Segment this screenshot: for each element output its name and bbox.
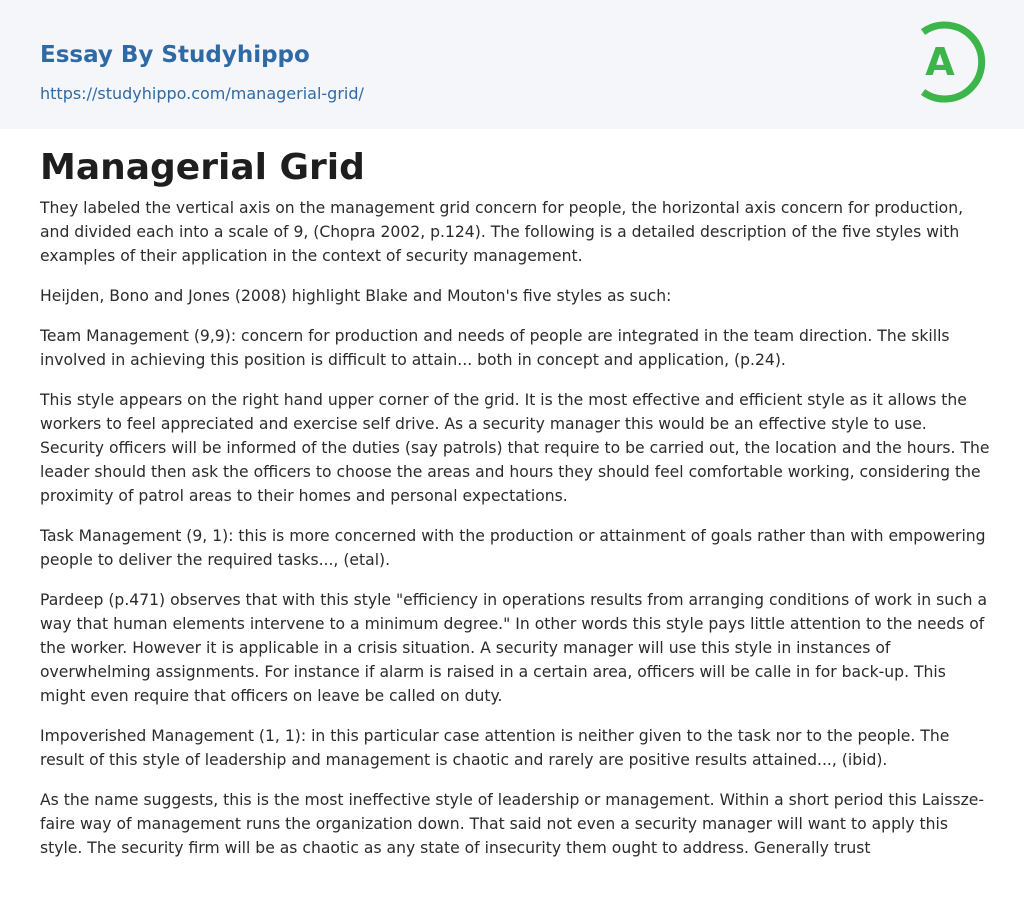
paragraph-task-management: Task Management (9, 1): this is more concerned with the production or attainment of goals rather than with empowering people to deliver the required tasks..., (etal).	[40, 527, 986, 569]
paragraph-impoverished-detail: As the name suggests, this is the most ineffective style of leadership or management. Within a short period this Laissze-faire way of management runs the organization down. That said not even a security manager will want to apply this style. The security firm will be as chaotic as any state of insecurity them ought to address. Generally trust	[40, 791, 984, 857]
paragraph-team-management-detail: This style appears on the right hand upper corner of the grid. It is the most effective and efficient style as it allows the workers to feel appreciated and exercise self drive. As a security manager this would be an effective style to use. Security officers will be informed of the duties (say patrols) that require to be carried out, the location and the hours. The leader should then ask the officers to choose the areas and hours they should feel comfortable working, considering the proximity of patrol areas to their homes and personal expectations.	[40, 391, 990, 505]
paragraph-intro: They labeled the vertical axis on the management grid concern for people, the horizontal axis concern for production, and divided each into a scale of 9, (Chopra 2002, p.124). The following is a detailed description of the five styles with examples of their application in the context of security management.	[40, 199, 964, 265]
article-title: Managerial Grid	[40, 147, 365, 188]
logo-letter: A	[925, 40, 955, 84]
studyhippo-logo-icon[interactable]	[910, 18, 988, 106]
paragraph-impoverished-management: Impoverished Management (1, 1): in this particular case attention is neither given to the task nor to the people. The result of this style of leadership and management is chaotic and rarely are positive results attained..., (ibid).	[40, 727, 950, 769]
paragraph-team-management: Team Management (9,9): concern for production and needs of people are integrated in the team direction. The skills involved in achieving this position is difficult to attain... both in concept and application, (p.24).	[40, 327, 950, 369]
brand-title[interactable]: Essay By Studyhippo	[40, 42, 310, 68]
site-header	[0, 0, 1024, 129]
article-url-link[interactable]: https://studyhippo.com/managerial-grid/	[40, 84, 364, 103]
article-body	[40, 143, 990, 876]
paragraph-task-management-detail: Pardeep (p.471) observes that with this style "efficiency in operations results from arranging conditions of work in such a way that human elements intervene to a minimum degree." In other words this style pays little attention to the needs of the worker. However it is applicable in a crisis situation. A security manager will use this style in instances of overwhelming assignments. For instance if alarm is raised in a certain area, officers will be calle in for back-up. This might even require that officers on leave be called on duty.	[40, 591, 988, 705]
paragraph-five-styles: Heijden, Bono and Jones (2008) highlight Blake and Mouton's five styles as such:	[40, 287, 672, 305]
